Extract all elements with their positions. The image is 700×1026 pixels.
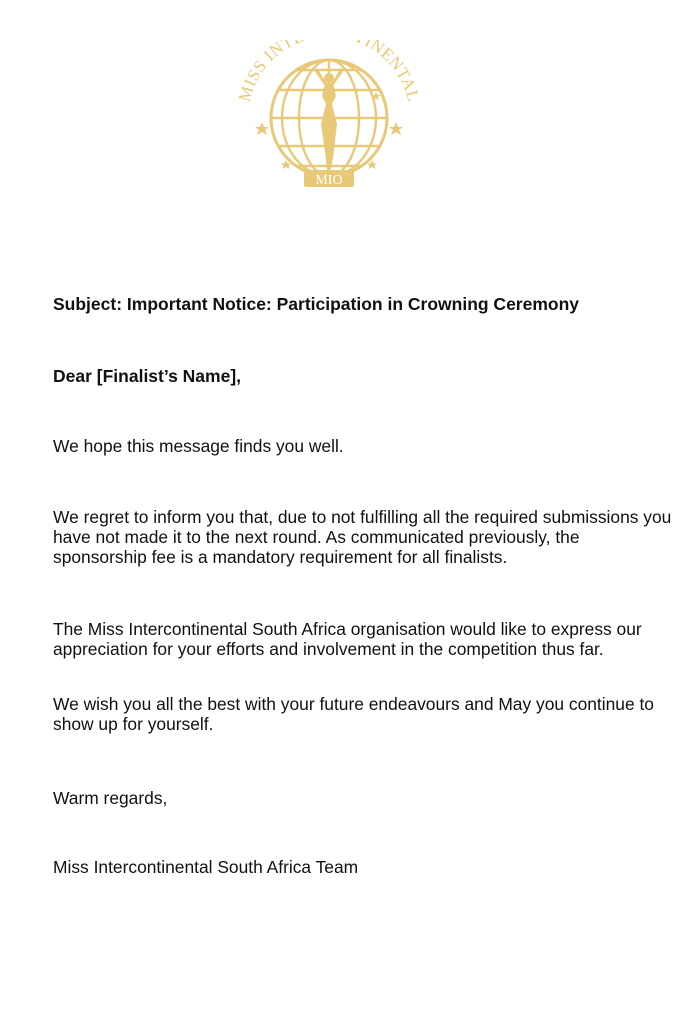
letter-paragraph: We regret to inform you that, due to not fulfilling all the required submissions you have not made it to the next round. As communicated previously, the sponsorship fee is a mandatory requirement for all finalists. (53, 507, 672, 567)
logo-arc-text: MISS INT INENTAL (234, 40, 424, 104)
letter-paragraph: We wish you all the best with your future endeavours and May you continue to show up for yourself. (53, 694, 654, 734)
letter-signature: Miss Intercontinental South Africa Team (53, 857, 359, 877)
letter-subject: Subject: Important Notice: Participation in Crowning Ceremony (53, 294, 580, 314)
letter-greeting: Dear [Finalist’s Name], (53, 366, 242, 386)
silhouette-figure-icon (314, 68, 344, 172)
globe-emblem-icon (226, 40, 432, 196)
letter-closing: Warm regards, (53, 788, 168, 808)
logo-monogram: MIO (315, 173, 343, 188)
miss-intercontinental-logo (226, 40, 432, 196)
letter-paragraph: The Miss Intercontinental South Africa organisation would like to express our appreciation for your efforts and involvement in the competition thus far. (53, 619, 642, 659)
letter-paragraph: We hope this message finds you well. (53, 436, 344, 456)
